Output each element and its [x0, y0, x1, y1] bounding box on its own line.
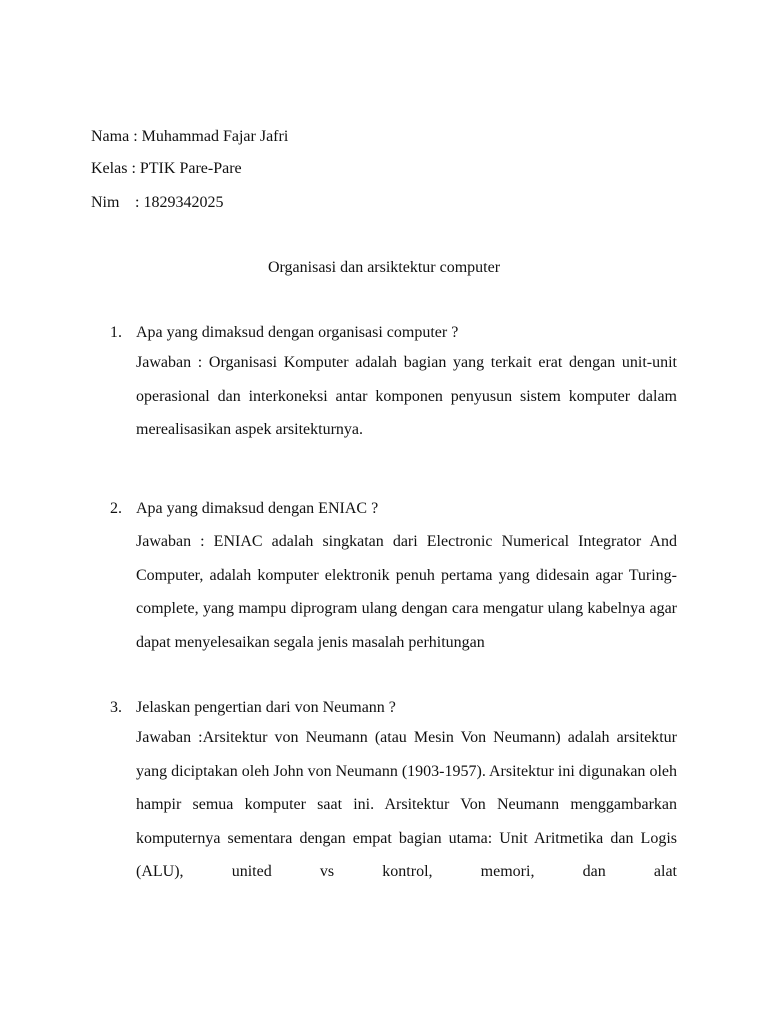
question-1-text: Apa yang dimaksud dengan organisasi computer ?	[136, 324, 459, 341]
answer-2-text: Jawaban : ENIAC adalah singkatan dari Electronic Numerical Integrator And Computer, adalah komputer elektronik penuh pertama yang didesain agar Turing-complete, yang mampu diprogram ulang dengan cara mengatur ulang kabelnya agar dapat menyelesaikan segala jenis masalah perhitungan	[136, 533, 677, 651]
question-2-number: 2.	[110, 500, 122, 517]
question-2-text: Apa yang dimaksud dengan ENIAC ?	[136, 500, 379, 517]
nama-label: Nama	[91, 128, 130, 145]
question-3-number: 3.	[110, 699, 122, 716]
kelas-label: Kelas	[91, 160, 128, 177]
nim-value: : 1829342025	[135, 194, 224, 211]
nama-row	[91, 126, 288, 148]
question-1-number: 1.	[110, 324, 122, 341]
answer-3-text: Jawaban :Arsitektur von Neumann (atau Mesin Von Neumann) adalah arsitektur yang diciptakan oleh John von Neumann (1903-1957). Arsitektur ini digunakan oleh hampir semua komputer saat ini. Arsitektur Von Neumann menggambarkan komputernya sementara dengan empat bagian utama: Unit Aritmetika dan Logis (ALU), united vs kontrol, memori, dan alat	[136, 729, 677, 880]
nim-label: Nim	[91, 194, 120, 211]
nama-value: : Muhammad Fajar Jafri	[133, 128, 289, 145]
question-3-text: Jelaskan pengertian dari von Neumann ?	[136, 699, 396, 716]
document-title: Organisasi dan arsiktektur computer	[267, 259, 501, 276]
nim-row	[91, 192, 223, 214]
kelas-row	[91, 158, 242, 180]
kelas-value: : PTIK Pare-Pare	[131, 160, 242, 177]
answer-1-text: Jawaban : Organisasi Komputer adalah bagian yang terkait erat dengan unit-unit operasional dan interkoneksi antar komponen penyusun sistem komputer dalam merealisasikan aspek arsitekturnya.	[136, 354, 677, 438]
